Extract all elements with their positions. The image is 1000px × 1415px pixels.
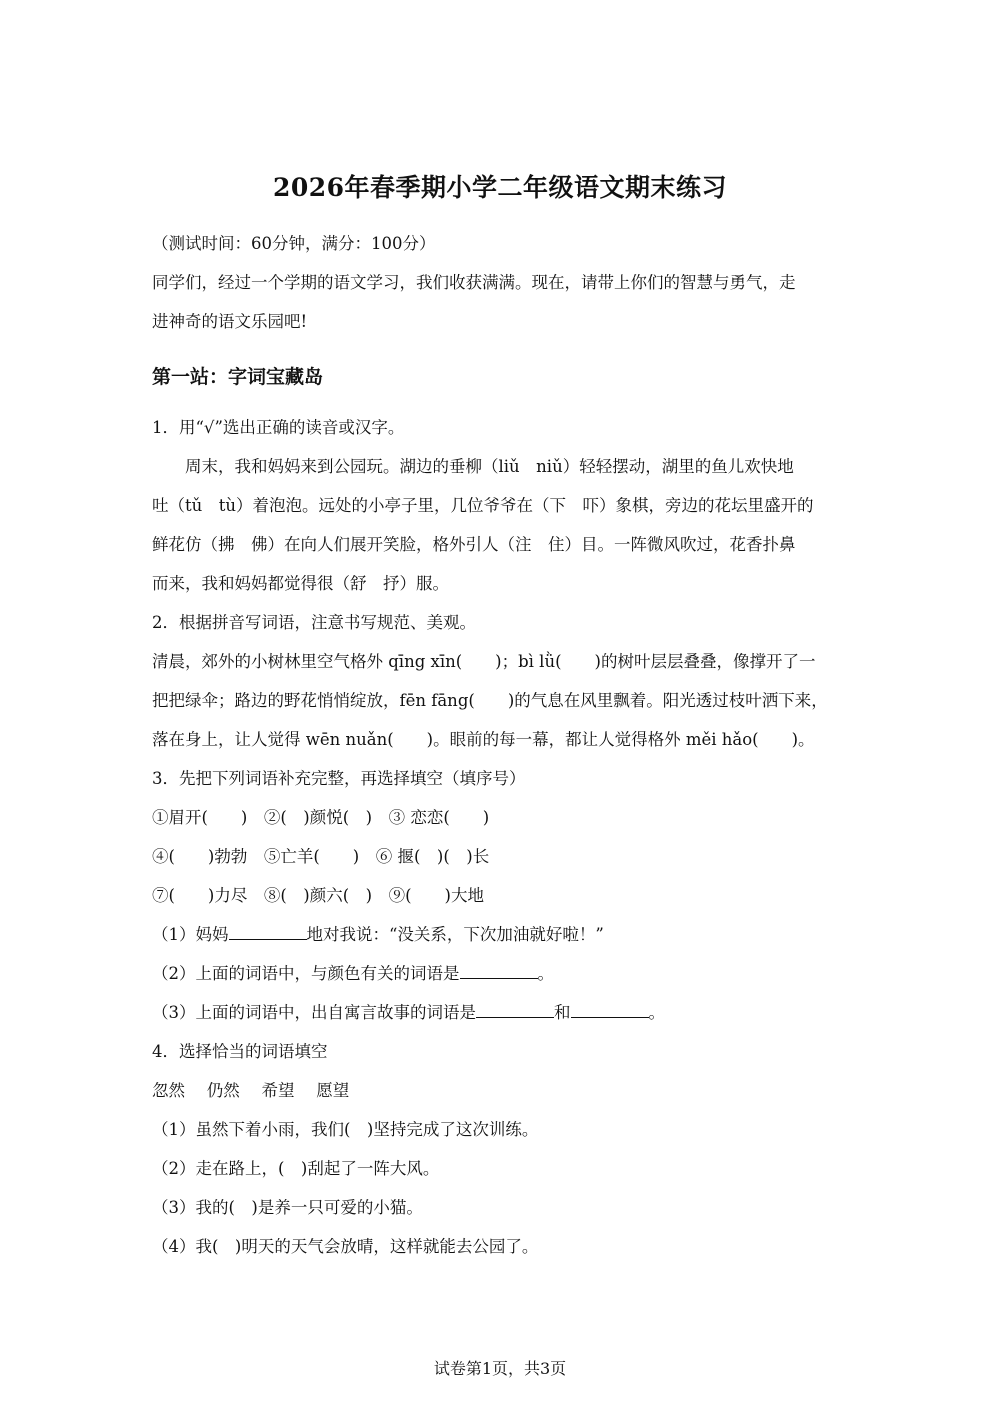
page-footer: 试卷第1页，共3页 — [433, 1359, 567, 1378]
sub-question: （3）上面的词语中，出自寓言故事的词语是 和 。 — [152, 1003, 665, 1022]
answer-blank[interactable] — [571, 1003, 649, 1018]
passage-line: 鲜花仿（拂 佛）在向人们展开笑脸，格外引人（注 住）目。一阵微风吹过，花香扑鼻 — [152, 535, 796, 554]
passage-line: 而来，我和妈妈都觉得很（舒 抒）服。 — [152, 574, 449, 593]
passage-line: 把把绿伞；路边的野花悄悄绽放，fēn fāng( )的气息在风里飘着。阳光透过枝叶洒下来， — [152, 691, 828, 710]
answer-blank[interactable] — [460, 964, 538, 979]
answer-blank[interactable] — [229, 925, 307, 940]
sub-question: （3）我的( )是养一只可爱的小猫。 — [152, 1198, 423, 1217]
intro-line: 同学们，经过一个学期的语文学习，我们收获满满。现在，请带上你们的智慧与勇气，走 — [152, 273, 796, 292]
passage-line: 落在身上，让人觉得 wēn nuǎn( )。眼前的每一幕，都让人觉得格外 měi hǎo( )。 — [152, 730, 815, 749]
sub-question: （1）妈妈 地对我说：“没关系，下次加油就好啦！” — [152, 925, 604, 944]
passage-line: 清晨，郊外的小树林里空气格外 qīng xīn( )；bì lǜ( )的树叶层层叠叠，像撑开了一 — [152, 652, 816, 671]
passage-line: 吐（tǔ tù）着泡泡。远处的小亭子里，几位爷爷在（下 吓）象棋，旁边的花坛里盛开的 — [152, 496, 814, 515]
answer-blank[interactable] — [476, 1003, 554, 1018]
exam-info: （测试时间：60分钟，满分：100分） — [152, 234, 436, 253]
question-prompt: 4．选择恰当的词语填空 — [152, 1042, 328, 1061]
sub-question: （4）我( )明天的天气会放晴，这样就能去公园了。 — [152, 1237, 539, 1256]
idiom-row: ①眉开( ) ②( )颜悦( ) ③ 恋恋( ) — [152, 808, 490, 827]
sub-question: （2）走在路上，( )刮起了一阵大风。 — [152, 1159, 440, 1178]
question-prompt: 3．先把下列词语补充完整，再选择填空（填序号） — [152, 769, 526, 788]
word-options: 忽然 仍然 希望 愿望 — [152, 1081, 350, 1100]
intro-line: 进神奇的语文乐园吧! — [152, 312, 308, 331]
sub-question: （1）虽然下着小雨，我们( )坚持完成了这次训练。 — [152, 1120, 539, 1139]
idiom-row: ⑦( )力尽 ⑧( )颜六( ) ⑨( )大地 — [152, 886, 484, 905]
passage-line: 周末，我和妈妈来到公园玩。湖边的垂柳（liǔ niǔ）轻轻摆动，湖里的鱼儿欢快地 — [152, 457, 794, 476]
question-prompt: 1．用“√”选出正确的读音或汉字。 — [152, 418, 405, 437]
section-heading: 第一站：字词宝藏岛 — [152, 366, 324, 388]
exam-title: 2026年春季期小学二年级语文期末练习 — [272, 173, 728, 202]
idiom-row: ④( )勃勃 ⑤亡羊( ) ⑥ 揠( )( )长 — [152, 847, 490, 866]
sub-question: （2）上面的词语中，与颜色有关的词语是 。 — [152, 964, 554, 983]
question-prompt: 2．根据拼音写词语，注意书写规范、美观。 — [152, 613, 476, 632]
